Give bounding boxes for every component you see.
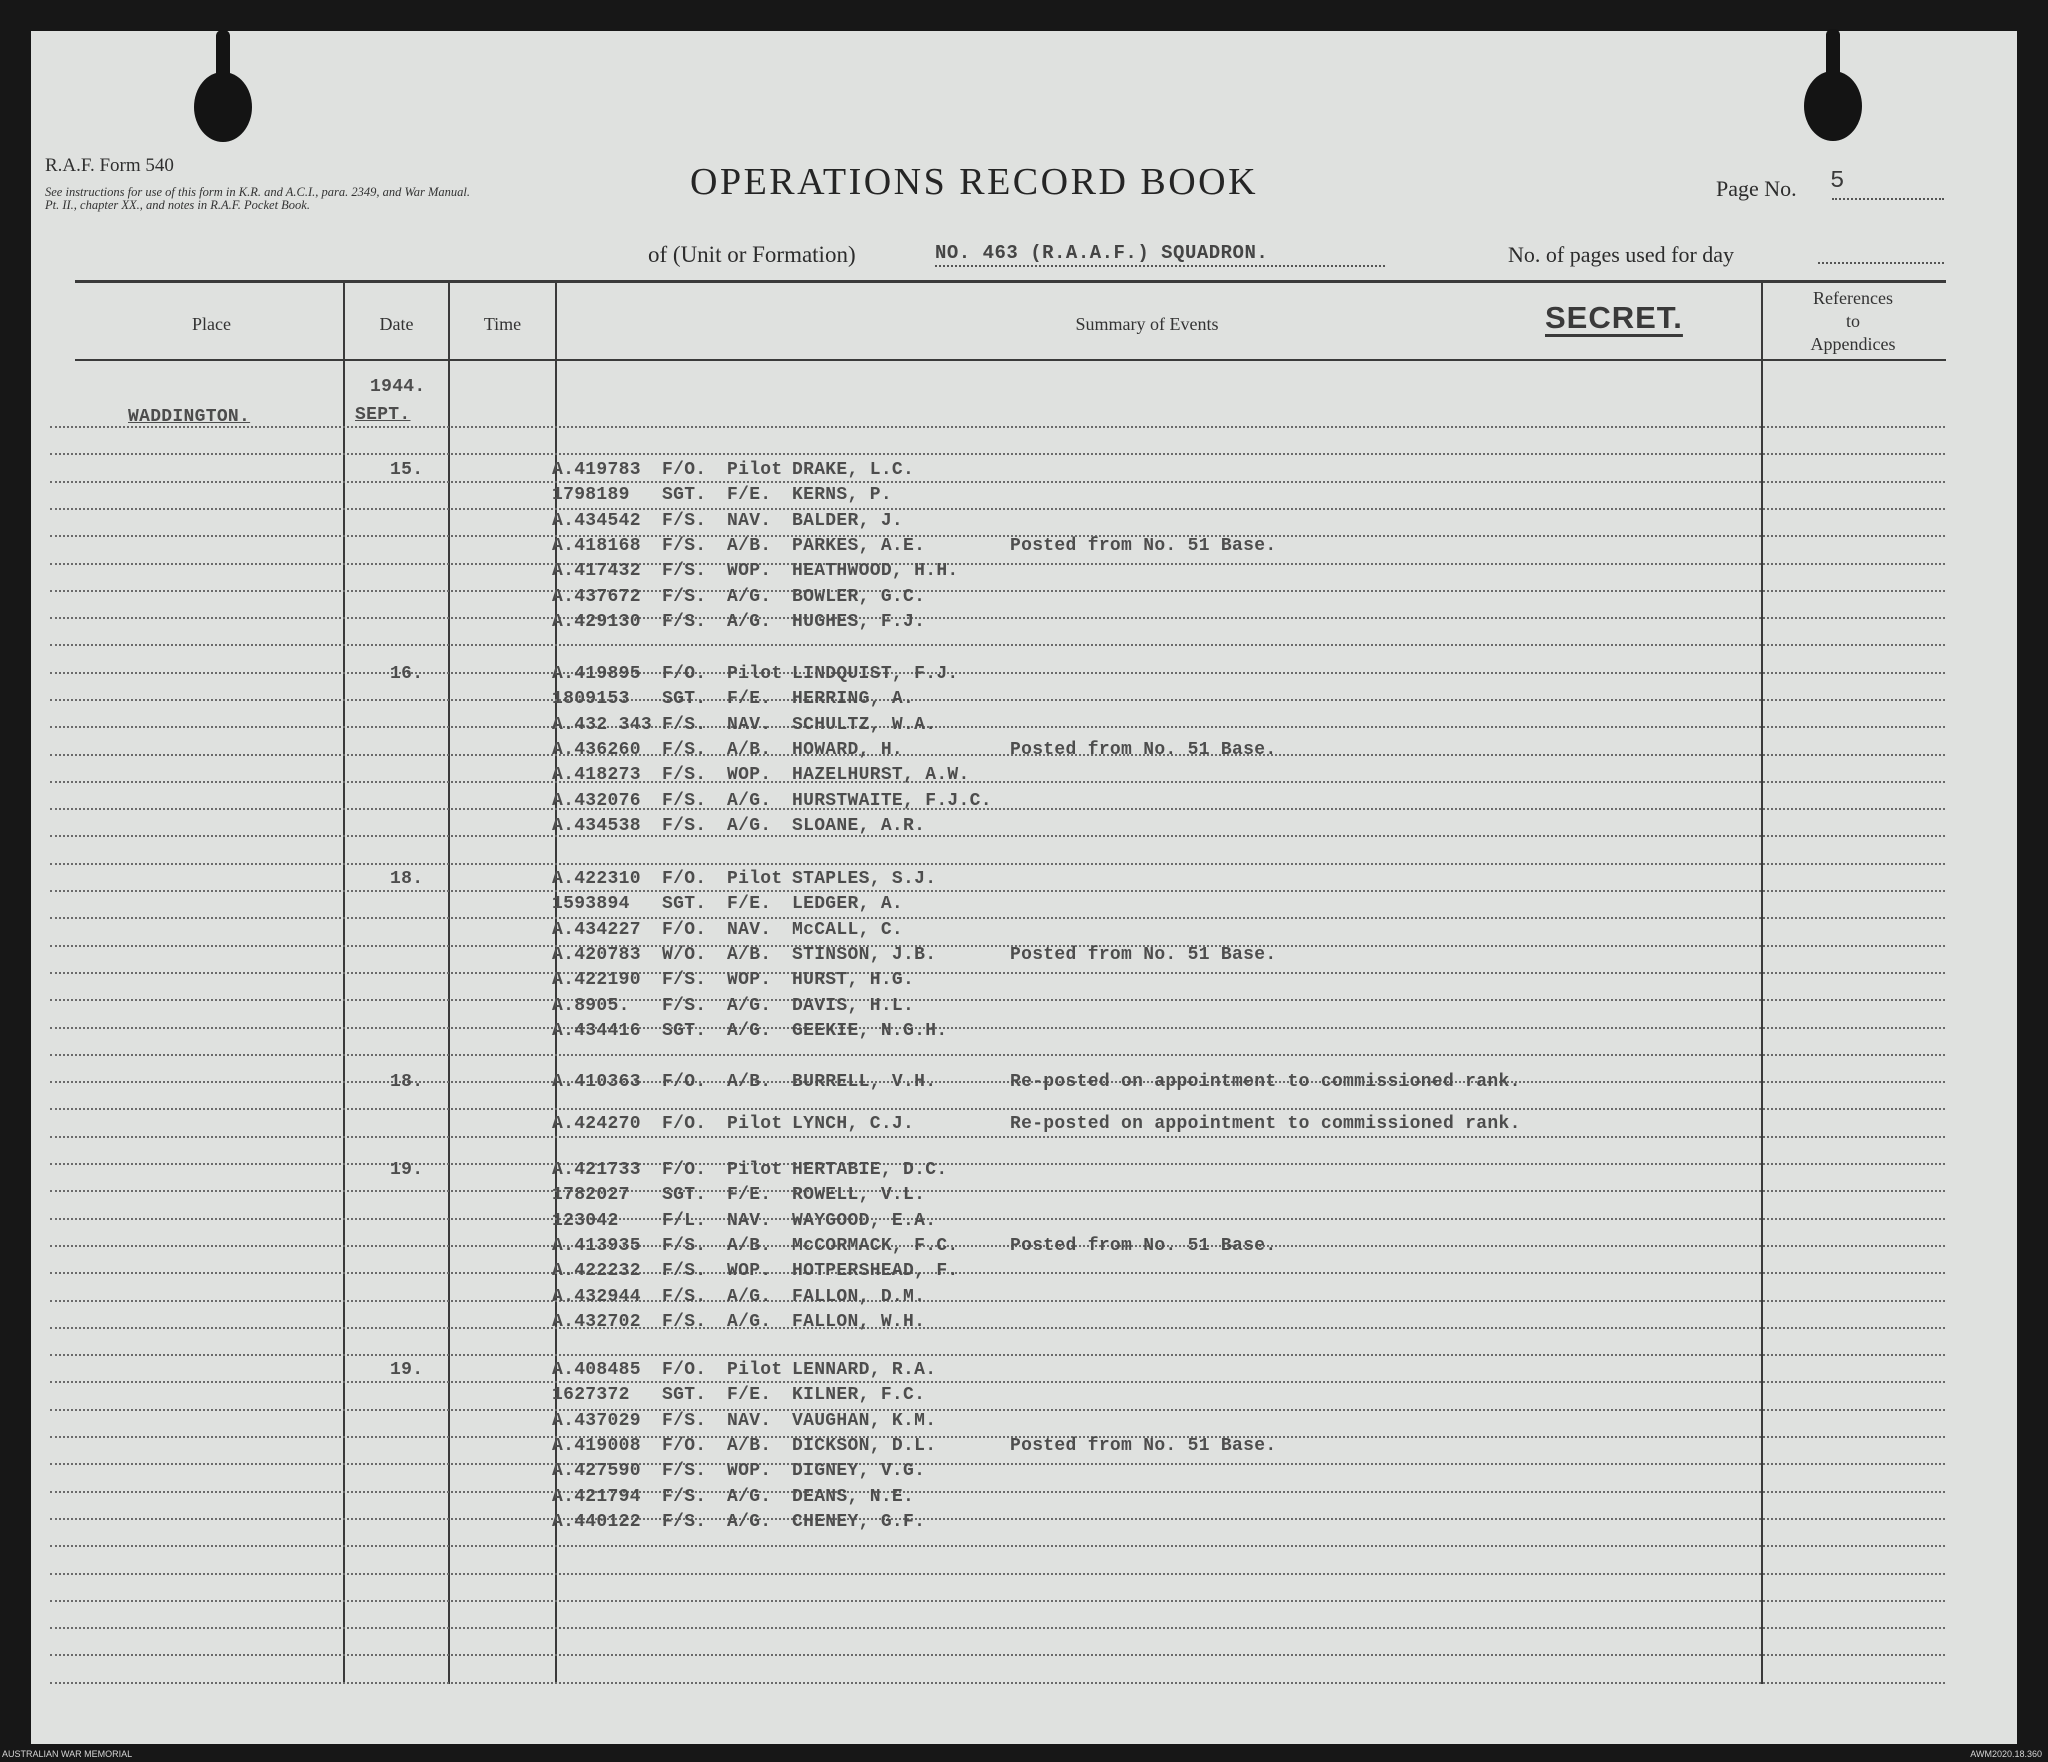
unit-value: NO. 463 (R.A.A.F.) SQUADRON.: [935, 242, 1269, 264]
header-references-1: References: [1813, 288, 1893, 308]
table-header-rule: [75, 359, 1946, 361]
entry-service-number: A.436260: [552, 740, 641, 760]
entry-rank: F/S.: [662, 791, 707, 811]
entry-service-number: 123042: [552, 1211, 619, 1231]
entry-role: A/G.: [727, 996, 772, 1016]
entry-name: STINSON, J.B.: [792, 945, 937, 965]
entry-rank: SGT.: [662, 1385, 707, 1405]
entry-rank: F/S.: [662, 996, 707, 1016]
entry-note: Posted from No. 51 Base.: [1010, 536, 1277, 556]
entry-rank: SGT.: [662, 1185, 707, 1205]
ruled-line: [50, 808, 1945, 810]
header-place: Place: [192, 314, 231, 334]
entry-rank: F/O.: [662, 869, 707, 889]
entry-service-number: A.432944: [552, 1287, 641, 1307]
entry-role: A/B.: [727, 1236, 772, 1256]
entry-service-number: A.418273: [552, 765, 641, 785]
ruled-line: [50, 1654, 1945, 1656]
entry-rank: F/O.: [662, 1072, 707, 1092]
ruled-line: [50, 1163, 1945, 1165]
ruled-line: [50, 972, 1945, 974]
entry-rank: F/L.: [662, 1211, 707, 1231]
entry-rank: SGT.: [662, 689, 707, 709]
ruled-line: [50, 699, 1945, 701]
entry-rank: SGT.: [662, 894, 707, 914]
entry-role: NAV.: [727, 511, 772, 531]
ruled-line: [50, 1136, 1945, 1138]
pages-used-dots: [1818, 262, 1944, 264]
entry-role: Pilot: [727, 1360, 783, 1380]
ruled-line: [50, 1300, 1945, 1302]
binder-hole-right: [1804, 71, 1862, 141]
entry-rank: F/S.: [662, 740, 707, 760]
ruled-line: [50, 863, 1945, 865]
entry-service-number: A.434227: [552, 920, 641, 940]
entry-role: A/G.: [727, 1312, 772, 1332]
entry-service-number: A.419008: [552, 1436, 641, 1456]
entry-role: F/E.: [727, 1385, 772, 1405]
entry-rank: W/O.: [662, 945, 707, 965]
entry-rank: F/S.: [662, 1487, 707, 1507]
entry-role: A/G.: [727, 1512, 772, 1532]
ruled-line: [50, 945, 1945, 947]
entry-role: A/G.: [727, 816, 772, 836]
entry-service-number: 1782027: [552, 1185, 630, 1205]
entry-note: Re-posted on appointment to commissioned rank.: [1010, 1114, 1521, 1134]
entry-name: LINDQUIST, F.J.: [792, 664, 959, 684]
ruled-line: [50, 1272, 1945, 1274]
ruled-line: [50, 1491, 1945, 1493]
entry-name: WAYGOOD, E.A.: [792, 1211, 937, 1231]
entry-name: HERTABIE, D.C.: [792, 1160, 948, 1180]
entry-note: Re-posted on appointment to commissioned rank.: [1010, 1072, 1521, 1092]
form-number: R.A.F. Form 540: [45, 155, 174, 176]
entry-rank: F/S.: [662, 561, 707, 581]
entry-date: 19.: [390, 1360, 424, 1380]
entry-name: KERNS, P.: [792, 485, 892, 505]
ruled-line: [50, 672, 1945, 674]
entry-rank: SGT.: [662, 485, 707, 505]
entry-service-number: A.421794: [552, 1487, 641, 1507]
entry-service-number: A.437029: [552, 1411, 641, 1431]
header-time: Time: [483, 314, 522, 334]
ruled-line: [50, 508, 1945, 510]
ruled-line: [50, 1327, 1945, 1329]
entry-role: A/B.: [727, 536, 772, 556]
entry-name: DAVIS, H.L.: [792, 996, 915, 1016]
entry-service-number: A.417432: [552, 561, 641, 581]
entry-service-number: A.418168: [552, 536, 641, 556]
ruled-line: [50, 1682, 1945, 1684]
entry-name: McCALL, C.: [792, 920, 904, 940]
entry-name: KILNER, F.C.: [792, 1385, 926, 1405]
ruled-line: [50, 835, 1945, 837]
entry-name: VAUGHAN, K.M.: [792, 1411, 937, 1431]
unit-label: of (Unit or Formation): [648, 242, 856, 267]
entry-service-number: A.8905.: [552, 996, 630, 1016]
ruled-line: [50, 726, 1945, 728]
entry-service-number: A.413935: [552, 1236, 641, 1256]
entry-rank: F/O.: [662, 460, 707, 480]
entry-service-number: A.424270: [552, 1114, 641, 1134]
ruled-line: [50, 535, 1945, 537]
header-references-3: Appendices: [1810, 334, 1896, 354]
ruled-line: [50, 617, 1945, 619]
entry-service-number: A.434538: [552, 816, 641, 836]
entry-name: HUGHES, F.J.: [792, 612, 926, 632]
ruled-line: [50, 453, 1945, 455]
column-divider-references: [1761, 282, 1763, 1684]
entry-role: A/B.: [727, 1072, 772, 1092]
entry-rank: F/S.: [662, 1411, 707, 1431]
entry-rank: F/S.: [662, 587, 707, 607]
month: SEPT.: [355, 405, 411, 425]
ruled-line: [50, 1190, 1945, 1192]
entry-service-number: A.419783: [552, 460, 641, 480]
entry-role: A/B.: [727, 740, 772, 760]
entry-date: 19.: [390, 1160, 424, 1180]
column-divider-time: [448, 282, 450, 1684]
ruled-line: [50, 481, 1945, 483]
ruled-line: [50, 1436, 1945, 1438]
entry-name: DIGNEY, V.G.: [792, 1461, 926, 1481]
entry-service-number: A.434542: [552, 511, 641, 531]
entry-rank: F/S.: [662, 1312, 707, 1332]
entry-service-number: A.432702: [552, 1312, 641, 1332]
entry-name: HOTPERSHEAD, F.: [792, 1261, 959, 1281]
entry-role: Pilot: [727, 869, 783, 889]
entry-rank: F/O.: [662, 1360, 707, 1380]
entry-name: McCORMACK, F.C.: [792, 1236, 959, 1256]
entry-role: NAV.: [727, 715, 772, 735]
entry-service-number: 1798189: [552, 485, 630, 505]
entry-name: HURST, H.G.: [792, 970, 915, 990]
entry-name: HURSTWAITE, F.J.C.: [792, 791, 992, 811]
entry-name: STAPLES, S.J.: [792, 869, 937, 889]
entry-rank: F/S.: [662, 536, 707, 556]
entry-name: LENNARD, R.A.: [792, 1360, 937, 1380]
footer-accession-number: AWM2020.18.360: [1970, 1749, 2042, 1759]
entry-name: HERRING, A.: [792, 689, 915, 709]
entry-service-number: A.422190: [552, 970, 641, 990]
entry-rank: F/S.: [662, 1461, 707, 1481]
entry-rank: F/O.: [662, 1436, 707, 1456]
ruled-line: [50, 1245, 1945, 1247]
unit-dots: [935, 265, 1385, 267]
table-top-rule: [75, 280, 1946, 283]
ruled-line: [50, 1573, 1945, 1575]
ruled-line: [50, 1463, 1945, 1465]
entry-role: A/G.: [727, 1487, 772, 1507]
entry-rank: F/S.: [662, 1236, 707, 1256]
ruled-line: [50, 754, 1945, 756]
entry-service-number: 1627372: [552, 1385, 630, 1405]
ruled-line: [50, 890, 1945, 892]
form-instructions: See instructions for use of this form in K.R. and A.C.I., para. 2349, and War Manual. Pt. II., chapter XX., and notes in R.A.F. Pocket Book.: [45, 185, 471, 212]
entry-name: HEATHWOOD, H.H.: [792, 561, 959, 581]
entry-role: Pilot: [727, 460, 783, 480]
entry-date: 18.: [390, 1072, 424, 1092]
column-divider-date: [343, 282, 345, 1684]
entry-role: Pilot: [727, 1114, 783, 1134]
entry-rank: F/S.: [662, 1287, 707, 1307]
entry-service-number: 1593894: [552, 894, 630, 914]
entry-service-number: A.420783: [552, 945, 641, 965]
secret-stamp: SECRET.: [1545, 300, 1683, 335]
entry-name: HAZELHURST, A.W.: [792, 765, 970, 785]
ruled-line: [50, 999, 1945, 1001]
entry-name: CHENEY, G.F.: [792, 1512, 926, 1532]
entry-name: DRAKE, L.C.: [792, 460, 915, 480]
ruled-line: [50, 1518, 1945, 1520]
entry-role: NAV.: [727, 1411, 772, 1431]
entry-rank: F/S.: [662, 970, 707, 990]
ruled-line: [50, 1054, 1945, 1056]
entry-role: A/B.: [727, 1436, 772, 1456]
entry-role: A/G.: [727, 1021, 772, 1041]
entry-rank: F/S.: [662, 1512, 707, 1532]
entry-name: SCHULTZ, W.A.: [792, 715, 937, 735]
entry-rank: F/S.: [662, 765, 707, 785]
entry-role: A/B.: [727, 945, 772, 965]
ruled-line: [50, 1545, 1945, 1547]
entry-rank: F/S.: [662, 816, 707, 836]
entry-service-number: A.422310: [552, 869, 641, 889]
entry-note: Posted from No. 51 Base.: [1010, 1436, 1277, 1456]
entry-name: GEEKIE, N.G.H.: [792, 1021, 948, 1041]
entry-service-number: A.429130: [552, 612, 641, 632]
entry-note: Posted from No. 51 Base.: [1010, 740, 1277, 760]
entry-name: SLOANE, A.R.: [792, 816, 926, 836]
entry-note: Posted from No. 51 Base.: [1010, 945, 1277, 965]
ruled-line: [50, 1409, 1945, 1411]
page-number-value: 5: [1830, 168, 1845, 195]
entry-service-number: A.427590: [552, 1461, 641, 1481]
entry-name: PARKES, A.E.: [792, 536, 926, 556]
entry-name: BOWLER, G.C.: [792, 587, 926, 607]
entry-service-number: A.410363: [552, 1072, 641, 1092]
entry-service-number: A.434416: [552, 1021, 641, 1041]
entry-service-number: A.432 343: [552, 715, 652, 735]
ruled-line: [50, 1381, 1945, 1383]
entry-name: BALDER, J.: [792, 511, 904, 531]
entry-rank: F/O.: [662, 664, 707, 684]
ruled-line: [50, 1218, 1945, 1220]
entry-role: F/E.: [727, 1185, 772, 1205]
page-number-label: Page No.: [1716, 176, 1797, 201]
entry-name: LYNCH, C.J.: [792, 1114, 915, 1134]
entry-role: NAV.: [727, 1211, 772, 1231]
header-references-2: to: [1845, 311, 1860, 331]
ruled-line: [50, 563, 1945, 565]
entry-name: DICKSON, D.L.: [792, 1436, 937, 1456]
place-name: WADDINGTON.: [128, 407, 251, 427]
entry-role: WOP.: [727, 1461, 772, 1481]
entry-name: ROWELL, V.L.: [792, 1185, 926, 1205]
ruled-line: [50, 426, 1945, 428]
entry-service-number: A.432076: [552, 791, 641, 811]
ruled-line: [50, 644, 1945, 646]
entry-rank: F/S.: [662, 715, 707, 735]
entry-name: LEDGER, A.: [792, 894, 904, 914]
entry-role: F/E.: [727, 689, 772, 709]
ruled-line: [50, 781, 1945, 783]
year: 1944.: [370, 377, 426, 397]
entry-rank: F/O.: [662, 1160, 707, 1180]
ruled-line: [50, 1600, 1945, 1602]
page-number-dots: [1832, 198, 1944, 200]
ruled-line: [50, 1027, 1945, 1029]
ruled-line: [50, 590, 1945, 592]
entry-role: F/E.: [727, 485, 772, 505]
entry-role: WOP.: [727, 1261, 772, 1281]
entry-role: Pilot: [727, 1160, 783, 1180]
entry-role: A/G.: [727, 587, 772, 607]
entry-rank: F/S.: [662, 612, 707, 632]
entry-date: 15.: [390, 460, 424, 480]
entry-rank: SGT.: [662, 1021, 707, 1041]
footer-archive-name: AUSTRALIAN WAR MEMORIAL: [2, 1749, 133, 1759]
entry-role: WOP.: [727, 561, 772, 581]
entry-name: FALLON, D.M.: [792, 1287, 926, 1307]
entry-role: A/G.: [727, 1287, 772, 1307]
entry-name: BURRELL, V.H.: [792, 1072, 937, 1092]
entry-role: Pilot: [727, 664, 783, 684]
header-date: Date: [379, 314, 414, 334]
form-sheet: [31, 31, 2017, 1744]
entry-rank: F/O.: [662, 1114, 707, 1134]
header-summary: Summary of Events: [1075, 314, 1219, 334]
entry-service-number: A.422232: [552, 1261, 641, 1281]
entry-role: WOP.: [727, 765, 772, 785]
entry-name: DEANS, N.E.: [792, 1487, 915, 1507]
entry-note: Posted from No. 51 Base.: [1010, 1236, 1277, 1256]
entry-role: NAV.: [727, 920, 772, 940]
ruled-line: [50, 1081, 1945, 1083]
entry-rank: F/S.: [662, 511, 707, 531]
entry-rank: F/O.: [662, 920, 707, 940]
entry-service-number: 1809153: [552, 689, 630, 709]
page-title: OPERATIONS RECORD BOOK: [690, 161, 1259, 203]
entry-service-number: A.440122: [552, 1512, 641, 1532]
entry-service-number: A.421733: [552, 1160, 641, 1180]
binder-hole-left: [194, 72, 252, 142]
entry-rank: F/S.: [662, 1261, 707, 1281]
ruled-line: [50, 1108, 1945, 1110]
entry-name: HOWARD, H.: [792, 740, 904, 760]
entry-role: A/G.: [727, 612, 772, 632]
ruled-line: [50, 1627, 1945, 1629]
entry-role: WOP.: [727, 970, 772, 990]
entry-service-number: A.437672: [552, 587, 641, 607]
entry-service-number: A.419895: [552, 664, 641, 684]
pages-used-label: No. of pages used for day: [1508, 242, 1735, 267]
entry-date: 18.: [390, 869, 424, 889]
entry-service-number: A.408485: [552, 1360, 641, 1380]
ruled-line: [50, 917, 1945, 919]
entry-role: F/E.: [727, 894, 772, 914]
entry-role: A/G.: [727, 791, 772, 811]
entry-name: FALLON, W.H.: [792, 1312, 926, 1332]
ruled-line: [50, 1354, 1945, 1356]
entry-date: 16.: [390, 664, 424, 684]
